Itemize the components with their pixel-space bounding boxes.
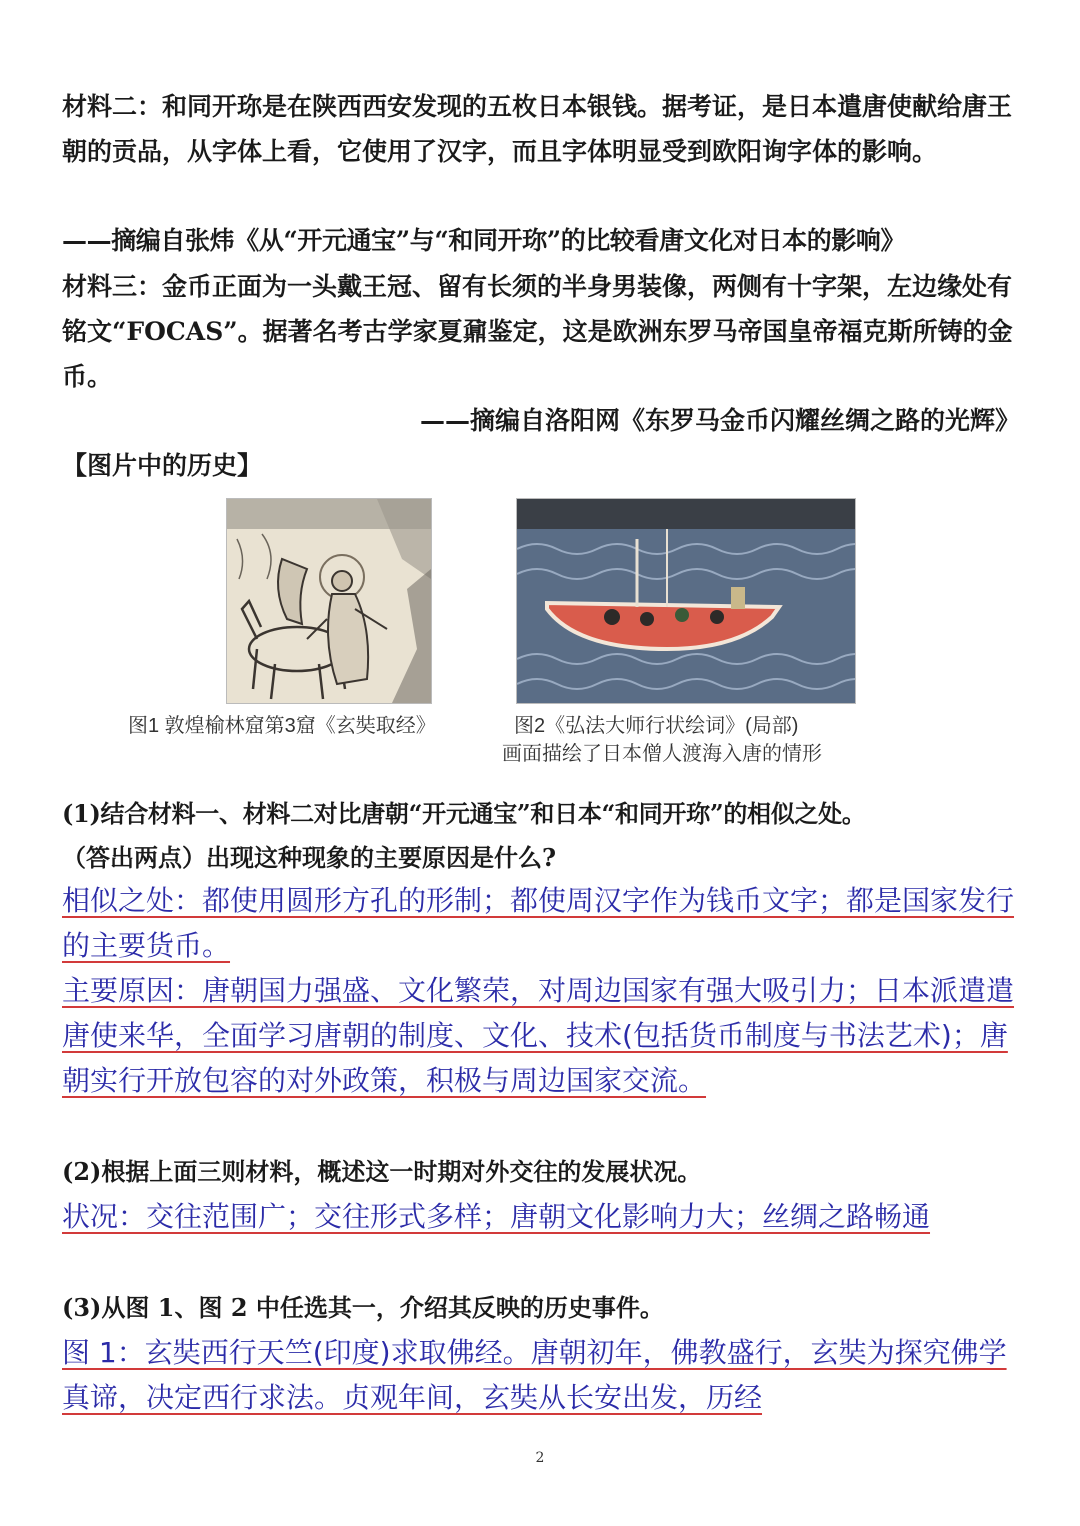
xuanzang-mural-illustration [227,499,431,703]
question-3: (3)从图 1、图 2 中任选其一，介绍其反映的历史事件。 [62,1293,664,1322]
question-2: (2)根据上面三则材料，概述这一时期对外交往的发展状况。 [62,1157,702,1186]
material-2-text: 材料二：和同开珎是在陕西西安发现的五枚日本银钱。据考证，是日本遣唐使献给唐王朝的贡品，从字体上看，它使用了汉字，而且字体明显受到欧阳询字体的影响。 [62,92,1013,166]
answer-1-similarity: 相似之处：都使用圆形方孔的形制；都使周汉字作为钱币文字；都是国家发行的主要货币。 [62,884,1015,962]
question-1-line2: （答出两点）出现这种现象的主要原因是什么? [62,843,557,872]
page-number: 2 [535,1450,545,1466]
material-2-source: ——摘编自张炜《从“开元通宝”与“和同开珎”的比较看唐文化对日本的影响》 [62,226,906,255]
kukai-boat-illustration [517,499,855,703]
material-3-source: ——摘编自洛阳网《东罗马金币闪耀丝绸之路的光辉》 [419,406,1020,435]
question-1-line1: (1)结合材料一、材料二对比唐朝“开元通宝”和日本“和同开珎”的相似之处。 [62,799,866,828]
figure-1-image [226,498,432,704]
figure-2-caption-line2: 画面描绘了日本僧人渡海入唐的情形 [502,743,822,765]
answer-2: 状况：交往范围广；交往形式多样；唐朝文化影响力大；丝绸之路畅通 [62,1200,931,1233]
figure-1-caption: 图1 敦煌榆林窟第3窟《玄奘取经》 [128,715,436,737]
section-title: 【图片中的历史】 [62,451,263,480]
figure-2-image [516,498,856,704]
figure-2-caption-line1: 图2《弘法大师行状绘词》(局部) [514,715,799,737]
answer-3: 图 1：玄奘西行天竺(印度)求取佛经。唐朝初年，佛教盛行，玄奘为探究佛学真谛，决定西行求法。贞观年间，玄奘从长安出发，历经 [62,1336,1007,1414]
material-3-text: 材料三：金币正面为一头戴王冠、留有长须的半身男装像，两侧有十字架，左边缘处有铭文“FOCAS”。据著名考古学家夏鼐鉴定，这是欧洲东罗马帝国皇帝福克斯所铸的金币。 [62,272,1013,391]
answer-1-reason: 主要原因：唐朝国力强盛、文化繁荣，对周边国家有强大吸引力；日本派遣遣唐使来华，全面学习唐朝的制度、文化、技术(包括货币制度与书法艺术)；唐朝实行开放包容的对外政策，积极与周边国家交流。 [62,974,1015,1097]
